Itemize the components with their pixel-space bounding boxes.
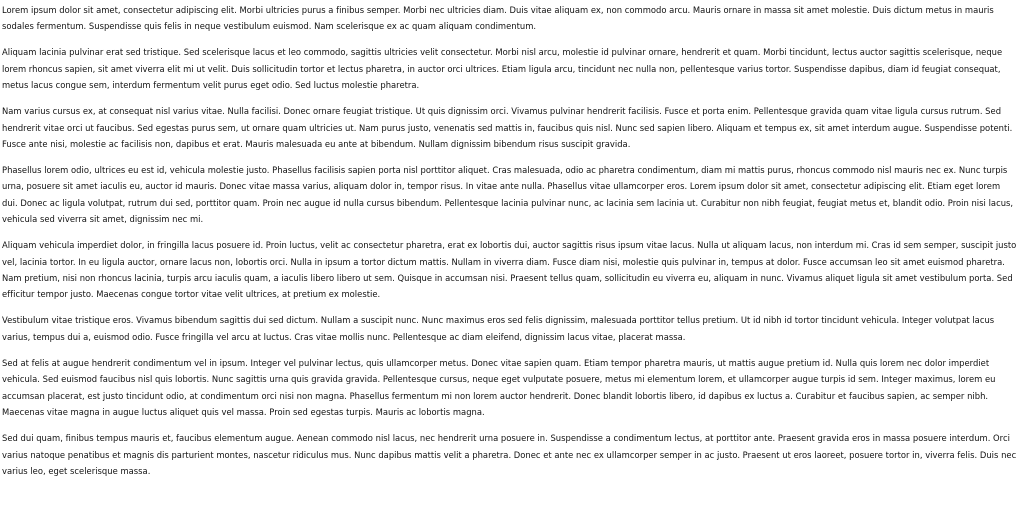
paragraph-5: Aliquam vehicula imperdiet dolor, in fringilla lacus posuere id. Proin luctus, velit ac consectetur pharetra, erat ex lobortis dui, auctor sagittis risus ipsum vitae lacus. Nulla ut aliquam lacus, non interdum mi. Cras id sem semper, suscipit justo vel, lacinia tortor. In eu ligula auctor, ornare lacus non, lobortis orci. Nulla in ipsum a tortor dictum mattis. Nullam in viverra diam. Fusce diam nisi, molestie quis pulvinar in, tempus at dolor. Fusce accumsan leo sit amet euismod pharetra. Nam pretium, nisi non rhoncus lacinia, turpis arcu iaculis quam, a iaculis libero libero ut sem. Quisque in accumsan nisi. Praesent tellus quam, sollicitudin eu viverra eu, aliquam in nunc. Vivamus aliquet ligula sit amet vestibulum porta. Sed efficitur tempor justo. Maecenas congue tortor vitae velit ultrices, at pretium ex molestie. <box>2 240 1017 300</box>
paragraph-3: Nam varius cursus ex, at consequat nisl varius vitae. Nulla facilisi. Donec ornare feugiat tristique. Ut quis dignissim orci. Vivamus pulvinar hendrerit facilisis. Fusce et porta enim. Pellentesque gravida quam vitae ligula cursus rutrum. Sed hendrerit vitae orci ut faucibus. Sed egestas purus sem, ut ornare quam ultricies ut. Nam purus justo, venenatis sed mattis in, faucibus quis nisl. Nunc sed sapien libero. Aliquam et tempus ex, sit amet interdum augue. Suspendisse potenti. Fusce ante nisi, molestie ac facilisis non, dapibus et erat. Mauris malesuada eu ante at bibendum. Nullam dignissim bibendum risus suscipit gravida. <box>2 106 1013 150</box>
paragraph-7: Sed at felis at augue hendrerit condimentum vel in ipsum. Integer vel pulvinar lectus, quis ullamcorper metus. Donec vitae sapien quam. Etiam tempor pharetra mauris, ut mattis augue pretium id. Nulla quis lorem nec dolor imperdiet vehicula. Sed euismod faucibus nisl quis lobortis. Nunc sagittis urna quis gravida gravida. Pellentesque cursus, neque eget vulputate posuere, metus mi elementum lorem, et ullamcorper augue turpis id sem. Integer maximus, lorem eu accumsan placerat, est justo tincidunt odio, at condimentum orci nisi non magna. Phasellus fermentum mi non lorem auctor hendrerit. Donec blandit lobortis libero, id dapibus ex luctus a. Curabitur et faucibus sapien, ac semper nibh. Maecenas vitae magna in augue luctus aliquet quis vel massa. Proin sed egestas turpis. Mauris ac lobortis magna. <box>2 357 996 418</box>
paragraph-6: Vestibulum vitae tristique eros. Vivamus bibendum sagittis dui sed dictum. Nullam a suscipit nunc. Nunc maximus eros sed felis dignissim, malesuada porttitor tellus pretium. Ut id nibh id tortor tincidunt vehicula. Integer volutpat lacus varius, tempus dui a, euismod odio. Fusce fringilla vel arcu at luctus. Cras vitae mollis nunc. Pellentesque ac diam eleifend, dignissim lacus vitae, placerat massa. <box>2 315 995 342</box>
paragraph-4: Phasellus lorem odio, ultrices eu est id, vehicula molestie justo. Phasellus facilisis sapien porta nisl porttitor aliquet. Cras malesuada, odio ac pharetra condimentum, diam mi mattis purus, rhoncus commodo nisl mauris nec ex. Nunc turpis urna, posuere sit amet iaculis eu, auctor id mauris. Donec vitae massa varius, aliquam dolor in, tempor risus. In vitae ante nulla. Phasellus vitae ullamcorper eros. Lorem ipsum dolor sit amet, consectetur adipiscing elit. Etiam eget lorem dui. Donec ac ligula volutpat, rutrum dui sed, porttitor quam. Proin nec augue id nulla cursus bibendum. Pellentesque lacinia pulvinar nunc, ac lacinia sem lacinia ut. Curabitur non nibh feugiat, feugiat metus et, blandit odio. Proin nisi lacus, vehicula sed viverra sit amet, dignissim nec mi. <box>2 165 1014 225</box>
paragraph-2: Aliquam lacinia pulvinar erat sed tristique. Sed scelerisque lacus et leo commodo, sagittis ultricies velit consectetur. Morbi nisl arcu, molestie id pulvinar ornare, hendrerit et quam. Morbi tincidunt, lectus auctor sagittis scelerisque, neque lorem rhoncus sapien, sit amet viverra elit mi ut velit. Duis sollicitudin tortor et lectus pharetra, in auctor orci ultrices. Etiam ligula arcu, tincidunt nec nulla non, pellentesque varius tortor. Suspendisse dapibus, diam id feugiat consequat, metus lacus congue sem, interdum fermentum velit purus eget odio. Sed luctus molestie pharetra. <box>2 47 1003 91</box>
paragraph-8: Sed dui quam, finibus tempus mauris et, faucibus elementum augue. Aenean commodo nisl lacus, nec hendrerit urna posuere in. Suspendisse a condimentum lectus, at porttitor ante. Praesent gravida eros in massa posuere interdum. Orci varius natoque penatibus et magnis dis parturient montes, nascetur ridiculus mus. Nunc dapibus mattis velit a pharetra. Donec et ante nec ex ullamcorper semper in ac justo. Praesent ut eros laoreet, posuere tortor in, viverra felis. Duis nec varius leo, eget scelerisque massa. <box>2 433 1017 476</box>
paragraph-1: Lorem ipsum dolor sit amet, consectetur adipiscing elit. Morbi ultricies purus a finibus semper. Morbi nec ultricies diam. Duis vitae aliquam ex, non commodo arcu. Mauris ornare in massa sit amet molestie. Duis dictum metus in mauris sodales fermentum. Suspendisse quis felis in neque vestibulum euismod. Nam scelerisque ex ac quam aliquam condimentum. <box>2 5 994 32</box>
